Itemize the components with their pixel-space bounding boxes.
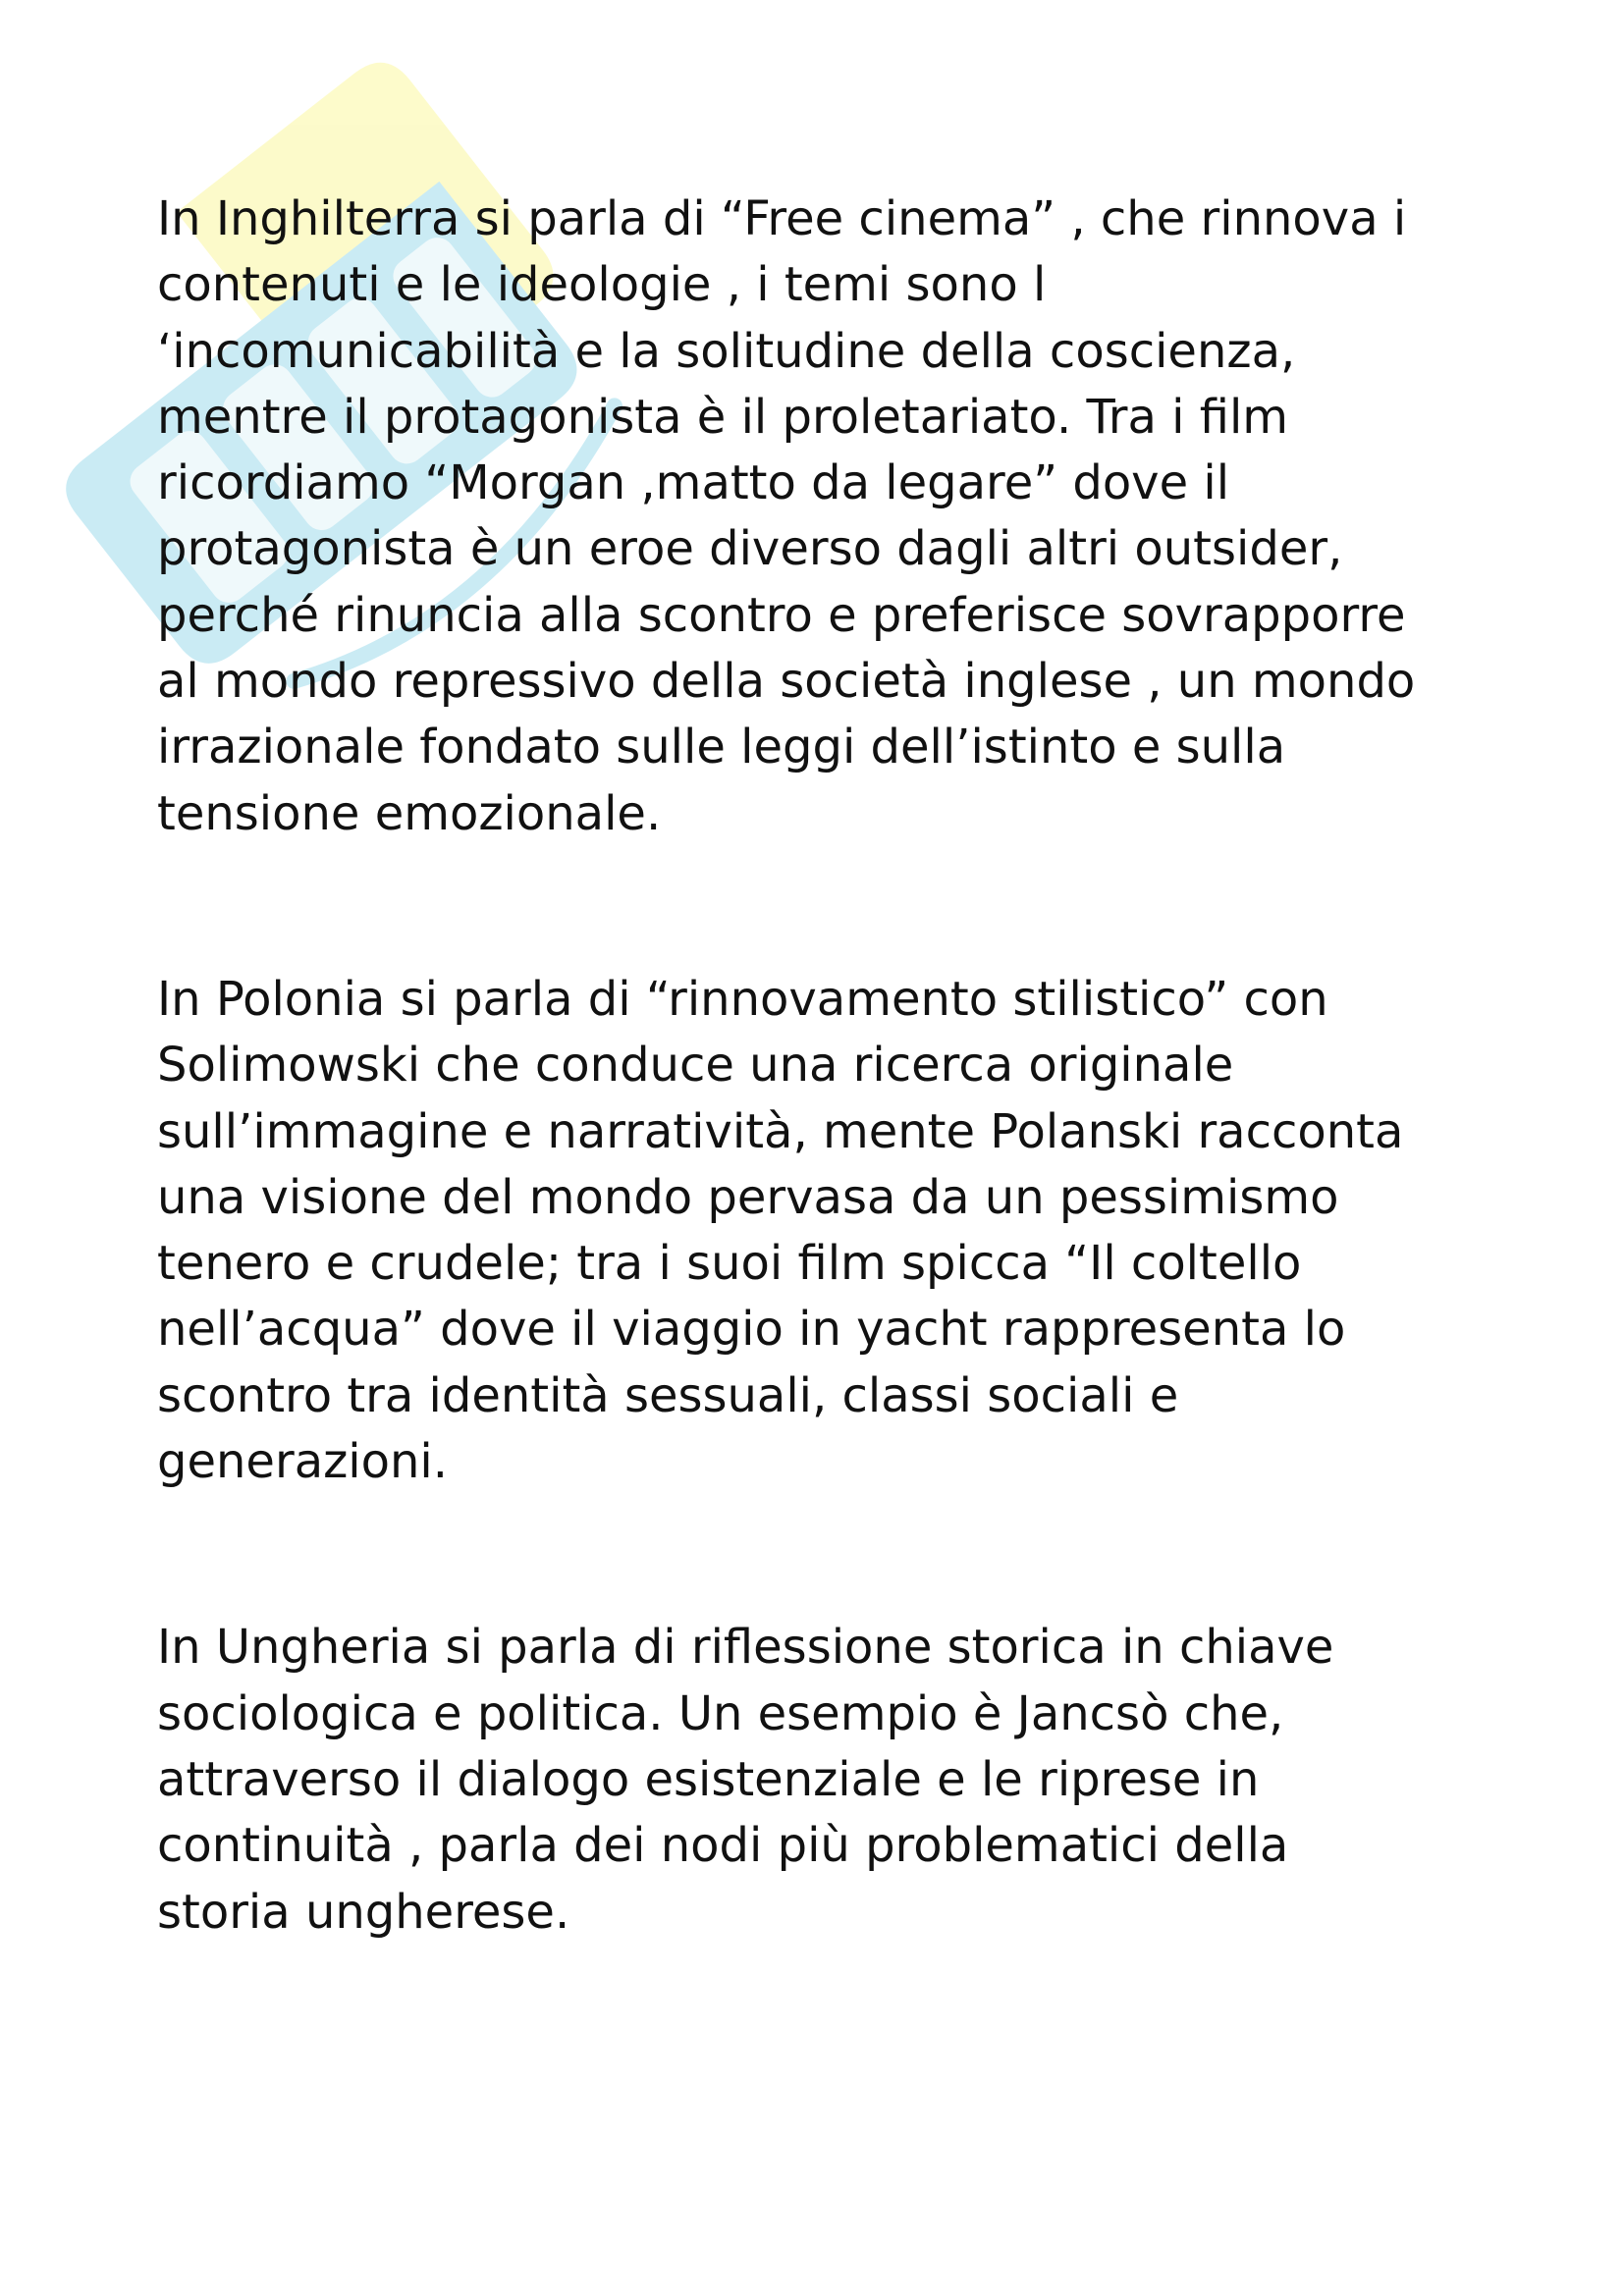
paragraph-free-cinema: In Inghilterra si parla di “Free cinema” , che rinnova i contenuti e le ideologie , i temi sono l ‘incomunicabilità e la solitudine della coscienza, mentre il protagonista è il proletariato. Tra i film ricordiamo “Morgan ,matto da legare” dove il protagonista è un eroe diverso dagli altri outsider, perché rinuncia alla scontro e preferisce sovrapporre al mondo repressivo della società inglese , un mondo irrazionale fondato sulle leggi dell’istinto e sulla tensione emozionale. <box>157 191 1416 841</box>
paragraph-ungheria: In Ungheria si parla di riflessione storica in chiave sociologica e politica. Un esempio è Jancsò che, attraverso il dialogo esistenziale e le riprese in continuità , parla dei nodi più problematici della storia ungherese. <box>157 1620 1334 1940</box>
paragraph-polonia: In Polonia si parla di “rinnovamento stilistico” con Solimowski che conduce una ricerca originale sull’immagine e narratività, mente Polanski racconta una visione del mondo pervasa da un pessimismo tenero e crudele; tra i suoi film spicca “Il coltello nell’acqua” dove il viaggio in yacht rappresenta lo scontro tra identità sessuali, classi sociali e generazioni. <box>157 971 1404 1490</box>
document-body <box>157 187 1532 1946</box>
